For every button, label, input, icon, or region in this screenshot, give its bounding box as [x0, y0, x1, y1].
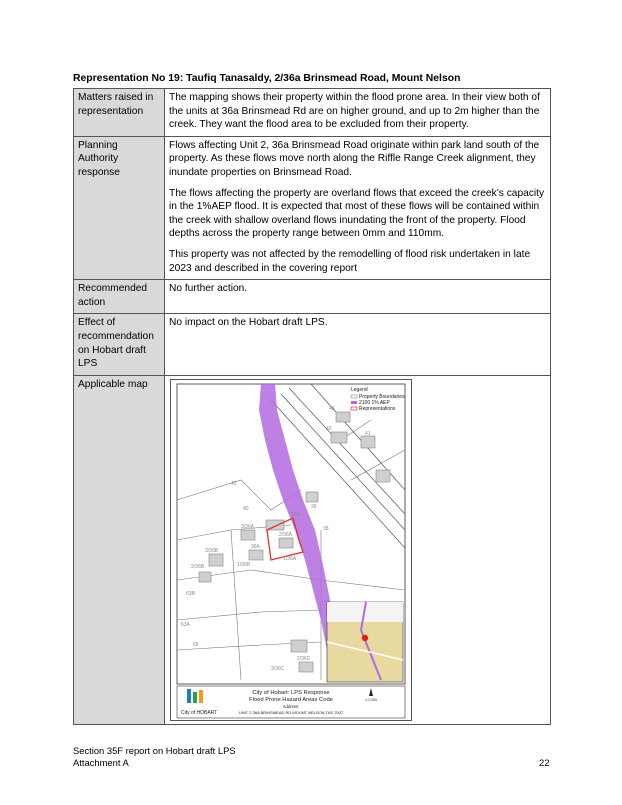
title-block	[177, 686, 405, 718]
row-value	[165, 376, 551, 725]
row-value: The mapping shows their property within the flood prone area. In their view both of the units at 36a Brinsmead Rd are on higher ground, and up to 2m higher than the creek. They want the flood area to be excluded from their property.	[165, 89, 551, 137]
representation-table	[73, 88, 551, 725]
lot-label: 63A	[181, 622, 190, 629]
map-title-line1: City of Hobart: LPS Response	[252, 690, 330, 697]
lot-label: 1/36B	[237, 562, 251, 569]
legend-item: Property Boundaries	[359, 394, 405, 401]
lot-label: 43	[329, 406, 335, 413]
inset-map	[327, 602, 403, 682]
lot-label: 69	[193, 642, 199, 649]
hobart-logo-icon	[187, 689, 191, 703]
lot-label: 2/36C	[297, 656, 311, 663]
legend-item: Representations	[359, 406, 396, 413]
row-value	[165, 136, 551, 279]
lot-label: 3/36B	[205, 548, 219, 555]
row-label: Recommended action	[74, 280, 165, 314]
legend-title: Legend	[351, 387, 368, 394]
row-label: Effect of recommendation on Hobart draft LPS	[74, 314, 165, 376]
map-scale: 1:1,000	[365, 698, 377, 703]
row-planning-response	[74, 136, 551, 279]
lot-label: 41	[365, 431, 371, 438]
address-label: Address:	[282, 704, 300, 710]
page-title: Representation No 19: Taufiq Tanasaldy, 2/36a Brinsmead Road, Mount Nelson	[73, 73, 461, 84]
row-recommended-action	[74, 280, 551, 314]
footer-line1: Section 35F report on Hobart draft LPS	[73, 745, 236, 756]
row-matters-raised	[74, 89, 551, 137]
lot-label: 42	[326, 426, 332, 433]
row-label: Matters raised in representation	[74, 89, 165, 137]
map-address: UNIT 2 36A BRINSMEAD RD MOUNT NELSON TAS 7007	[238, 710, 344, 716]
lot-label: 1/36A	[283, 556, 297, 563]
lot-label: 40	[243, 506, 249, 513]
response-paragraph: This property was not affected by the remodelling of flood risk undertaken in late 2023 and described in the covering report	[169, 248, 531, 274]
row-value: No further action.	[165, 280, 551, 314]
lot-label: 3/36C	[271, 666, 285, 673]
lot-label: 39	[311, 504, 317, 511]
lot-label: 2/36B	[191, 564, 205, 571]
row-applicable-map	[74, 376, 551, 725]
map-title-line2: Flood Prone Hazard Areas Code	[249, 697, 333, 704]
legend-item: 2100 1% AEP	[359, 400, 390, 407]
lot-label: 42	[231, 481, 237, 488]
lot-label: 2/36A	[279, 532, 293, 539]
row-label: Applicable map	[74, 376, 165, 725]
flood-map	[170, 379, 412, 721]
lot-label: 3/36A	[241, 524, 255, 531]
lot-label: 37A	[291, 512, 300, 519]
lot-label: 38	[323, 526, 329, 533]
row-value: No impact on the Hobart draft LPS.	[165, 314, 551, 376]
footer-line2: Attachment A	[73, 757, 129, 768]
lot-label: 36A	[251, 544, 260, 551]
row-effect	[74, 314, 551, 376]
page-number: 22	[539, 757, 550, 768]
lot-label: 63B	[186, 591, 195, 598]
row-label: Planning Authority response	[74, 136, 165, 279]
footer	[73, 745, 236, 769]
response-paragraph: The flows affecting the property are overland flows that exceed the creek’s capacity in the 1%AEP flood. It is expected that most of these flows will be contained within the creek with shallow overland flows inundating the front of the property. Flood depths across the property range between 0mm and 110mm.	[169, 187, 545, 240]
response-paragraph: Flows affecting Unit 2, 36a Brinsmead Road originate within park land south of the property. As these flows move north along the Riffle Range Creek alignment, they inundate properties on Brinsmead Road.	[169, 139, 540, 178]
org-name: City of HOBART	[181, 710, 218, 717]
